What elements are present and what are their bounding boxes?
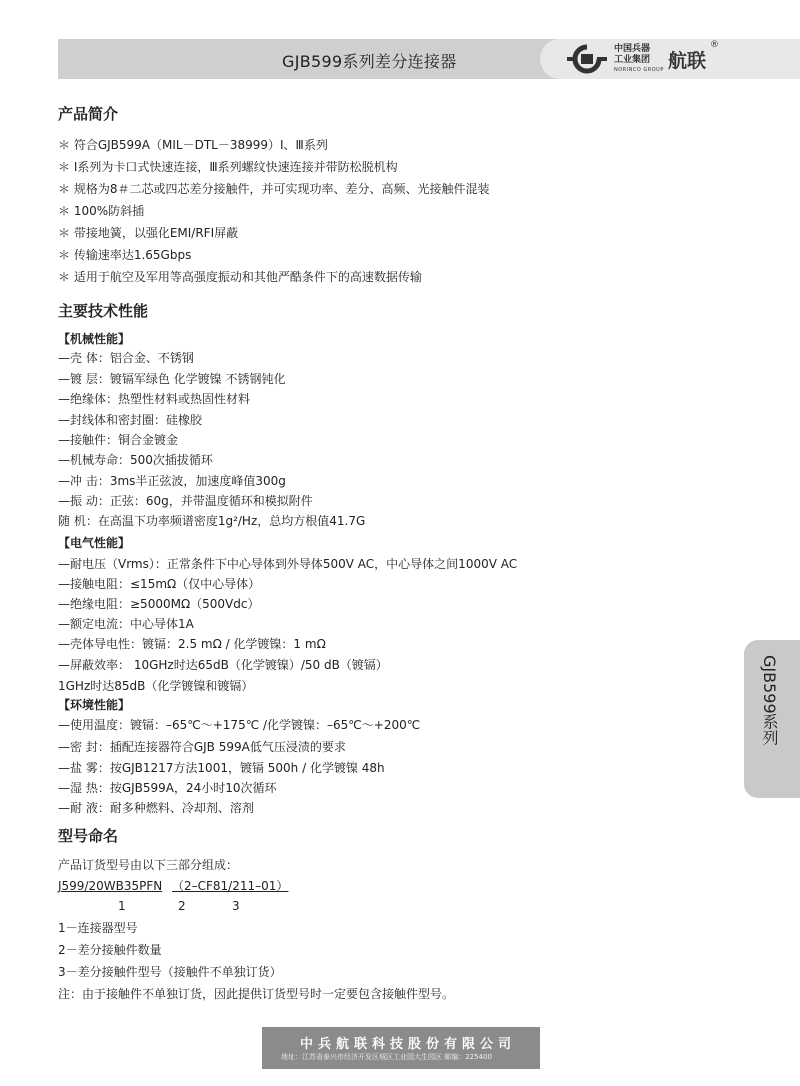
spec-line: —耐电压（Vrms）：正常条件下中心导体到外导体500V AC，中心导体之间1000V AC — [58, 557, 518, 571]
intro-item: ＊ 带接地簧，以强化EMI/RFI屏蔽 — [58, 226, 239, 240]
intro-title: 产品简介 — [58, 105, 119, 123]
footer-company: 中兵航联科技股份有限公司 — [300, 1037, 517, 1052]
spec-line: —机械寿命：500次插拔循环 — [58, 453, 213, 467]
intro-item: ＊ Ⅰ系列为卡口式快速连接，Ⅲ系列螺纹快速连接并带防松脱机构 — [58, 160, 398, 174]
footer-address: 地址：江苏省泰兴市经济开发区城区工业园大生园区 邮编：225400 — [281, 1053, 492, 1061]
side-tab-label: GJB599系列 — [760, 655, 779, 746]
spec-line: 1GHz时达85dB（化学镀镍和镀镉） — [58, 679, 254, 693]
spec-line: —屏蔽效率： 10GHz时达65dB（化学镀镍）/50 dB（镀镉） — [58, 658, 388, 672]
registered-mark: ® — [710, 40, 719, 50]
spec-line: 随 机：在高温下功率频谱密度1g²/Hz，总均方根值41.7G — [58, 514, 366, 528]
part-number-2: 2 — [178, 899, 186, 913]
spec-line: —接触件：铜合金镀金 — [58, 433, 179, 447]
page-title: GJB599系列差分连接器 — [282, 52, 457, 71]
spec-line: —绝缘电阻：≥5000MΩ（500Vdc） — [58, 597, 260, 611]
model-part-connector: J599/20WB35PFN — [58, 879, 163, 893]
naming-intro: 产品订货型号由以下三部分组成： — [58, 858, 239, 872]
intro-item: ＊ 传输速率达1.65Gbps — [58, 248, 192, 262]
spec-line: —盐 雾：按GJB1217方法1001，镀镉 500h / 化学镀镍 48h — [58, 761, 385, 775]
environmental-heading: 【环境性能】 — [58, 698, 131, 712]
legend-item: 2－差分接触件数量 — [58, 943, 162, 957]
model-part-contacts: （2–CF81/211–01） — [172, 879, 289, 893]
spec-line: —密 封：插配连接器符合GJB 599A低气压浸渍的要求 — [58, 740, 346, 754]
spec-line: —壳 体：铝合金、不锈钢 — [58, 351, 194, 365]
spec-line: —使用温度：镀镉：–65℃～+175℃ /化学镀镍：–65℃～+200℃ — [58, 718, 421, 732]
logo-text-line2: 工业集团 — [614, 55, 651, 65]
spec-line: —绝缘体：热塑性材料或热固性材料 — [58, 392, 251, 406]
spec-line: —镀 层：镀镉军绿色 化学镀镍 不锈钢钝化 — [58, 372, 286, 386]
intro-item: ＊ 符合GJB599A（MIL－DTL－38999）Ⅰ、Ⅲ系列 — [58, 138, 328, 152]
spec-line: —封线体和密封圈：硅橡胶 — [58, 413, 203, 427]
spec-line: —壳体导电性：镀镉：2.5 mΩ / 化学镀镍：1 mΩ — [58, 637, 326, 651]
brand-name: 航联 — [668, 50, 707, 72]
intro-item: ＊ 适用于航空及军用等高强度振动和其他严酷条件下的高速数据传输 — [58, 270, 422, 284]
mechanical-heading: 【机械性能】 — [58, 332, 131, 346]
legend-item: 1－连接器型号 — [58, 921, 138, 935]
spec-line: —接触电阻：≤15mΩ（仅中心导体） — [58, 577, 261, 591]
part-number-3: 3 — [232, 899, 240, 913]
spec-line: —冲 击：3ms半正弦波，加速度峰值300g — [58, 474, 286, 488]
spec-line: —额定电流：中心导体1A — [58, 617, 194, 631]
spec-line: —湿 热：按GJB599A，24小时10次循环 — [58, 781, 277, 795]
specs-title: 主要技术性能 — [58, 302, 149, 320]
norinco-logo-icon — [565, 44, 609, 74]
spec-line: —振 动：正弦：60g，并带温度循环和模拟附件 — [58, 494, 313, 508]
logo-text-en: NORINCO GROUP — [614, 67, 664, 73]
legend-item: 3－差分接触件型号（接触件不单独订货） — [58, 965, 282, 979]
naming-title: 型号命名 — [58, 827, 119, 845]
part-number-1: 1 — [118, 899, 126, 913]
spec-line: —耐 液：耐多种燃料、冷却剂、溶剂 — [58, 801, 254, 815]
intro-item: ＊ 100%防斜插 — [58, 204, 145, 218]
electrical-heading: 【电气性能】 — [58, 536, 131, 550]
logo-text-line1: 中国兵器 — [614, 44, 651, 54]
naming-note: 注：由于接触件不单独订货，因此提供订货型号时一定要包含接触件型号。 — [58, 987, 455, 1001]
intro-item: ＊ 规格为8＃二芯或四芯差分接触件，并可实现功率、差分、高频、光接触件混装 — [58, 182, 490, 196]
